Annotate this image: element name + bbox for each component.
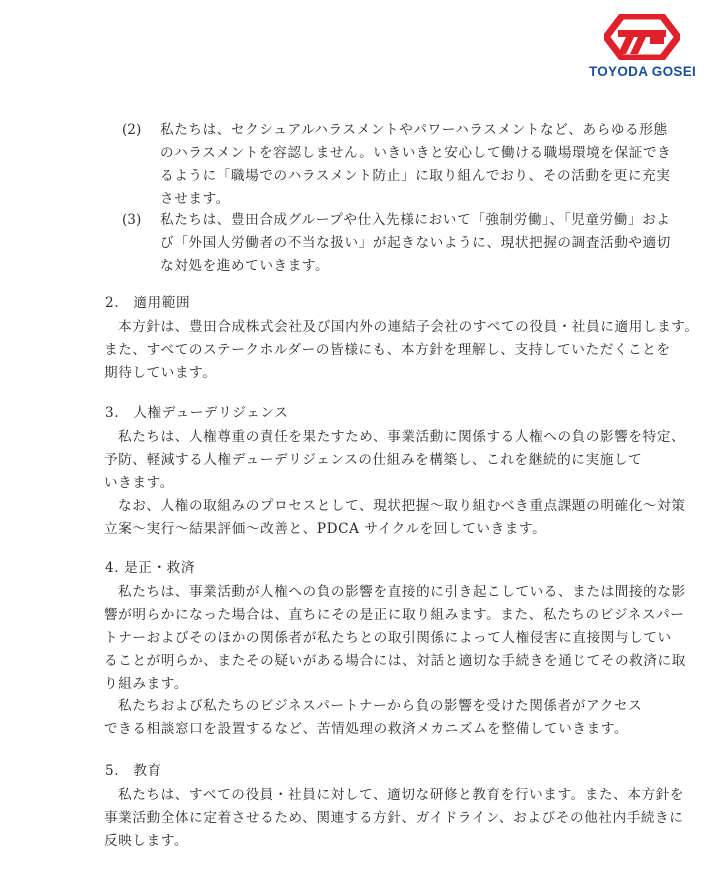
paragraph-line: 私たちは、事業活動が人権への負の影響を直接的に引き起こしている、または間接的な影	[118, 583, 686, 600]
paragraph-line: また、すべてのステークホルダーの皆様にも、本方針を理解し、支持していただくことを	[104, 341, 671, 358]
section-heading: 3. 人権デューデリジェンス	[105, 405, 289, 421]
item-text-line: 私たちは、セクシュアルハラスメントやパワーハラスメントなど、あらゆる形態	[160, 122, 668, 138]
logo-text: TOYODA GOSEI	[588, 64, 697, 79]
item-text-line: び「外国人労働者の不当な扱い」が起きないように、現状把握の調査活動や適切	[160, 234, 671, 251]
paragraph-line: 予防、軽減する人権デューデリジェンスの仕組みを構築し、これを継続的に実施して	[104, 451, 643, 468]
item-text-line: な対処を進めていきます。	[160, 257, 330, 274]
paragraph-line: 私たちおよび私たちのビジネスパートナーから負の影響を受けた関係者がアクセス	[118, 698, 643, 715]
paragraph-line: トナーおよびそのほかの関係者が私たちとの取引関係によって人権侵害に直接関与してい	[104, 629, 672, 646]
paragraph-line: できる相談窓口を設置するなど、苦情処理の救済メカニズムを整備していきます。	[104, 721, 629, 738]
paragraph-line: 立案～実行～結果評価～改善と、PDCA サイクルを回していきます。	[104, 520, 547, 537]
section-heading: 5. 教育	[105, 763, 162, 779]
company-logo	[570, 14, 715, 84]
paragraph-line: いきます。	[104, 474, 174, 491]
paragraph-line: ることが明らか、またその疑いがある場合には、対話と適切な手続きを通じてその救済に取	[104, 652, 686, 669]
item-number: (2)	[122, 122, 142, 138]
paragraph-line: 本方針は、豊田合成株式会社及び国内外の連結子会社のすべての役員・社員に適用します。	[118, 318, 699, 335]
section-heading: 4. 是正・救済	[105, 560, 196, 576]
paragraph-line: 響が明らかになった場合は、直ちにその是正に取り組みます。また、私たちのビジネスパー	[104, 606, 685, 623]
item-number: (3)	[122, 212, 142, 228]
item-text-line: させます。	[160, 190, 230, 207]
item-text-line: るように「職場でのハラスメント防止」に取り組んでおり、その活動を更に充実	[160, 167, 671, 184]
section-heading: 2. 適用範囲	[105, 295, 191, 311]
item-text-line: 私たちは、豊田合成グループや仕入先様において「強制労働」、「児童労働」およ	[160, 212, 671, 228]
paragraph-line: 事業活動全体に定着させるため、関連する方針、ガイドライン、およびその他社内手続きに	[104, 809, 684, 826]
paragraph-line: り組みます。	[104, 675, 189, 692]
paragraph-line: なお、人権の取組みのプロセスとして、現状把握～取り組むべき重点課題の明確化～対策	[118, 497, 686, 514]
paragraph-line: 反映します。	[104, 832, 189, 849]
paragraph-line: 期待しています。	[104, 364, 217, 381]
paragraph-line: 私たちは、すべての役員・社員に対して、適切な研修と教育を行います。また、本方針を	[118, 786, 685, 803]
paragraph-line: 私たちは、人権尊重の責任を果たすため、事業活動に関係する人権への負の影響を特定、	[118, 428, 686, 445]
toyoda-gosei-emblem-icon	[604, 14, 680, 60]
item-text-line: のハラスメントを容認しません。いきいきと安心して働ける職場環境を保証でき	[160, 144, 672, 161]
